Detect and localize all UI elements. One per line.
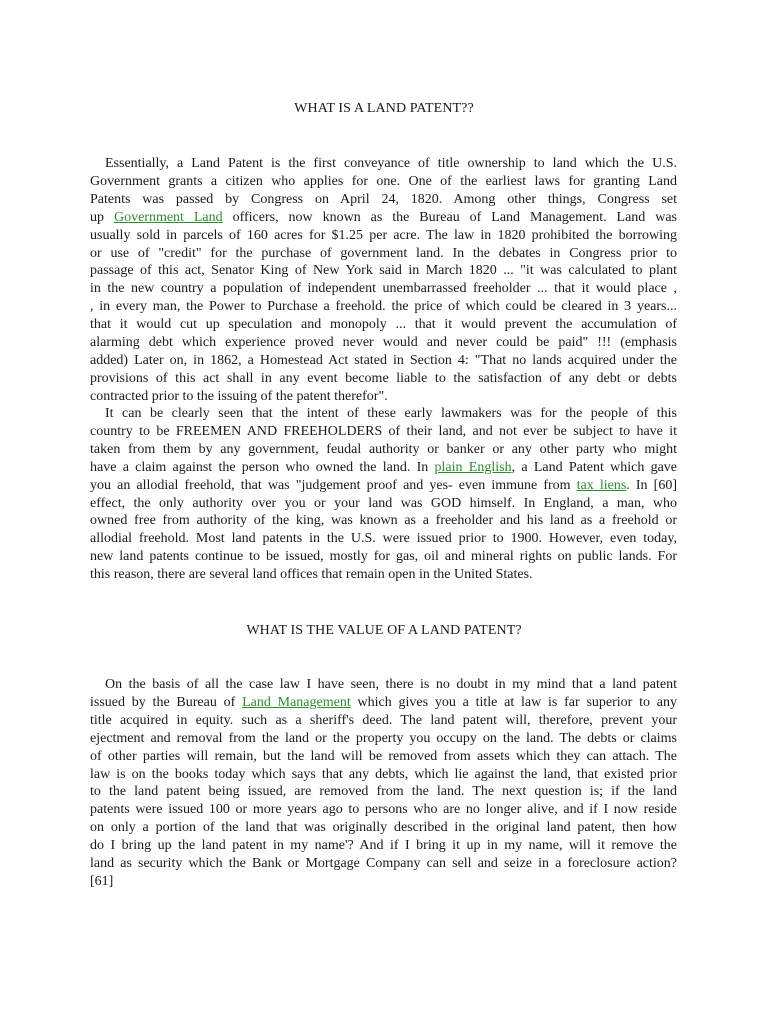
text-line: Government grants a citizen who applies for one. One of the earliest laws for granting Land [90,173,677,189]
text-line: in the new country a population of independent unembarrassed freeholder ... that it would place , [90,281,677,297]
text-line: Patents was passed by Congress on April 24, 1820. Among other things, Congress set [90,191,677,207]
text-line: allodial freehold. Most land patents in the U.S. were issued prior to 1900. However, even today, [90,531,677,547]
text-line: On the basis of all the case law I have seen, there is no doubt in my mind that a land patent [105,677,677,692]
text-line: of other parties will remain, but the land will be removed from assets which they can attach. The [90,748,677,764]
text-line: passage of this act, Senator King of New York said in March 1820 ... "it was calculated to plant [90,263,677,279]
text-line: land as security which the Bank or Mortgage Company can sell and seize in a foreclosure action? [90,856,677,872]
text-line: It can be clearly seen that the intent of these early lawmakers was for the people of this [105,406,677,421]
heading-what-is-a-land-patent: WHAT IS A LAND PATENT?? [294,101,474,116]
text-line: provisions of this act shall in any event become liable to the satisfaction of any debt or debts [90,370,677,386]
text-line: , in every man, the Power to Purchase a freehold. the price of which could be cleared in 3 years... [90,299,677,315]
text-line: taken from them by any government, feudal authority or banker or any other party who might [90,441,677,457]
heading-value-of-a-land-patent: WHAT IS THE VALUE OF A LAND PATENT? [246,623,522,638]
paragraph-intent-of-lawmakers [90,405,677,584]
paragraph-case-law [90,676,677,891]
text-line: owned free from authority of the king, was known as a freeholder and his land as a freehold or [90,513,677,529]
text-line: up Government Land officers, now known as the Bureau of Land Management. Land was [90,209,678,225]
text-line: ejectment and removal from the land or the property you occupy on the land. The debts or claims [90,730,677,746]
text-line: title acquired in equity. such as a sheriff's deed. The land patent will, therefore, prevent your [90,712,677,728]
link-land-management[interactable]: Land Management [242,694,351,710]
text-line: effect, the only authority over you or your land was GOD himself. In England, a man, who [90,495,677,511]
text-line: to the land patent being issued, are removed from the land. The next question is; if the land [90,784,677,800]
text-line: have a claim against the person who owned the land. In plain English, a Land Patent which gave [90,459,678,475]
text-line: patents were issued 100 or more years ago to persons who are no longer alive, and if I now reside [90,802,677,818]
text-line: on only a portion of the land that was originally described in the original land patent, then how [90,820,677,836]
link-tax-liens[interactable]: tax liens [576,477,627,493]
text-line: you an allodial freehold, that was "judgement proof and yes- even immune from tax liens. In [60] [90,477,677,493]
text-line: country to be FREEMEN AND FREEHOLDERS of their land, and not ever be subject to have it [90,423,677,439]
text-line: added) Later on, in 1862, a Homestead Act stated in Section 4: "That no lands acquired under the [90,352,677,368]
text-line: contracted prior to the issuing of the patent therefor". [90,388,388,404]
text-line: new land patents continue to be issued, mostly for gas, oil and mineral rights on public lands. For [90,549,677,565]
text-line: Essentially, a Land Patent is the first conveyance of title ownership to land which the U.S. [105,156,677,171]
text-line: usually sold in parcels of 160 acres for $1.25 per acre. The law in 1820 prohibited the borrowing [90,227,677,243]
text-line: or use of "credit" for the purchase of government land. In the debates in Congress prior to [90,245,677,261]
text-line: this reason, there are several land offices that remain open in the United States. [90,567,533,583]
link-plain-english[interactable]: plain English [434,459,512,475]
paragraph-essentially [90,155,677,406]
text-line: issued by the Bureau of Land Management which gives you a title at law is far superior to any [90,694,677,710]
link-government-land[interactable]: Government Land [113,209,223,225]
text-line: [61] [90,873,114,889]
text-line: alarming debt which experience proved never would and never could be paid" !!! (emphasis [90,335,677,351]
text-line: law is on the books today which says that any debts, which lie against the land, that existed prior [90,766,677,782]
text-line: do I bring up the land patent in my name'? And if I bring it up in my name, will it remove the [90,838,677,854]
text-line: that it would cut up speculation and monopoly ... that it would prevent the accumulation of [90,317,677,333]
